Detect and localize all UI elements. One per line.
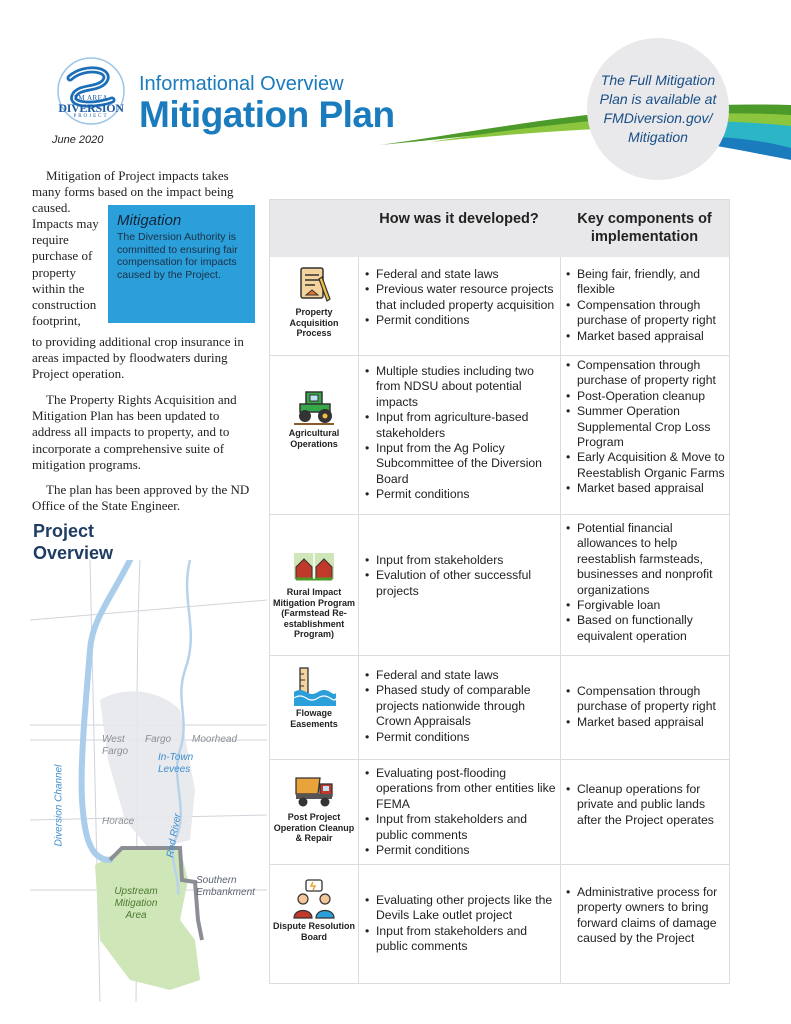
row-label: Flowage Easements	[290, 708, 338, 729]
developed-list	[363, 766, 557, 858]
list-item: • Input from agriculture-based stakeholders	[363, 410, 557, 441]
list-item: • Administrative process for property owners to bring forward claims of damage caused by the Project	[564, 885, 726, 947]
column-header-developed: How was it developed?	[379, 211, 539, 227]
mitigation-sidebox	[108, 205, 255, 323]
table-header	[270, 200, 729, 257]
overview-title-line-1: Project	[33, 521, 95, 541]
map-label-fargo: Fargo	[145, 734, 172, 745]
developed-list	[363, 364, 557, 503]
map-label-horace: Horace	[102, 816, 135, 827]
list-item: • Compensation through purchase of property right	[564, 298, 726, 329]
list-item: • Input from the Ag Policy Subcommittee of the Diversion Board	[363, 441, 557, 487]
overview-title-line-2: Overview	[33, 543, 114, 563]
row-label-cell	[270, 386, 358, 449]
map-label-west-fargo: West Fargo	[102, 734, 129, 757]
list-item: • Input from stakeholders	[363, 553, 557, 568]
list-item: • Evaluating post-flooding operations from other entities like FEMA	[363, 766, 557, 812]
logo-line-2: DIVERSION	[58, 101, 124, 115]
table-row	[270, 865, 729, 983]
logo-line-3: PROJECT	[73, 114, 109, 119]
components-list	[564, 782, 726, 828]
row-label-cell	[270, 770, 358, 844]
logo-wordmark	[58, 95, 124, 119]
list-item: • Market based appraisal	[564, 715, 726, 730]
map-label-moorhead: Moorhead	[192, 734, 238, 745]
column-header-components: Key components of implementation	[577, 211, 712, 245]
row-label: Agricultural Operations	[288, 428, 340, 449]
developed-list	[363, 668, 557, 745]
intro-paragraph-3: The plan has been approved by the ND Office of the State Engineer.	[32, 482, 250, 514]
list-item: • Phased study of comparable projects nationwide through Crown Appraisals	[363, 683, 557, 729]
people-discussion-icon	[292, 879, 336, 919]
table-row	[270, 760, 729, 864]
list-item: • Based on functionally equivalent operation	[564, 613, 726, 644]
list-item: • Early Acquisition & Move to Reestablish Organic Farms	[564, 450, 726, 481]
project-overview-map	[30, 560, 267, 1002]
map-graphic	[30, 560, 267, 1002]
intro-paragraph-1: Mitigation of Project impacts takes many forms based on the impact being caused.	[32, 168, 234, 216]
list-item: • Permit conditions	[363, 730, 557, 745]
row-label-cell	[270, 265, 358, 339]
row-label: Post Project Operation Cleanup & Repair	[273, 812, 355, 843]
row-label-cell	[270, 545, 358, 640]
full-plan-callout	[587, 38, 729, 180]
components-list	[564, 885, 726, 947]
list-item: • Evalution of other successful projects	[363, 568, 557, 599]
list-item: • Input from stakeholders and public comments	[363, 812, 557, 843]
table-row	[270, 356, 729, 514]
map-label-red-river: Red River	[164, 812, 184, 859]
list-item: • Market based appraisal	[564, 481, 726, 496]
header-subtitle: Informational Overview	[139, 73, 344, 95]
developed-list	[363, 893, 557, 955]
list-item: • Evaluating other projects like the Devils Lake outlet project	[363, 893, 557, 924]
map-label-diversion-channel: Diversion Channel	[53, 764, 65, 847]
list-item: • Being fair, friendly, and flexible	[564, 267, 726, 298]
list-item: • Permit conditions	[363, 487, 557, 502]
table-row	[270, 656, 729, 759]
components-list	[564, 521, 726, 644]
list-item: • Post-Operation cleanup	[564, 389, 726, 404]
project-overview-title	[33, 520, 113, 564]
callout-text: The Full Mitigation Plan is available at FMDiversion.gov/ Mitigation	[599, 72, 717, 145]
row-label: Property Acquisition Process	[289, 307, 339, 338]
sidebox-text: The Diversion Authority is committed to ensuring fair compensation for impacts caused by the Project.	[117, 231, 238, 281]
list-item: • Compensation through purchase of property right	[564, 358, 726, 389]
map-label-southern-embankment: Southern Embankment	[196, 875, 255, 898]
property-document-icon	[292, 265, 336, 305]
list-item: • Multiple studies including two from NDSU about potential impacts	[363, 364, 557, 410]
dump-truck-icon	[292, 770, 336, 810]
table-row	[270, 257, 729, 355]
developed-list	[363, 267, 557, 329]
list-item: • Forgivable loan	[564, 598, 726, 613]
components-list	[564, 358, 726, 497]
list-item: • Permit conditions	[363, 313, 557, 328]
sidebox-heading: Mitigation	[117, 212, 182, 229]
row-label-cell	[270, 879, 358, 942]
map-label-upstream-area: Upstream Mitigation Area	[114, 886, 158, 921]
developed-list	[363, 553, 557, 599]
list-item: • Federal and state laws	[363, 267, 557, 282]
list-item: • Compensation through purchase of property right	[564, 684, 726, 715]
intro-paragraph-1-continued: Impacts may require purchase of property within the construction footprint,	[32, 216, 99, 329]
page-title: Mitigation Plan	[139, 94, 395, 135]
farmstead-icon	[292, 545, 336, 585]
table-row	[270, 515, 729, 655]
water-gauge-icon	[292, 666, 336, 706]
list-item: • Market based appraisal	[564, 329, 726, 344]
components-list	[564, 684, 726, 730]
row-label: Dispute Resolution Board	[272, 921, 355, 942]
row-label: Rural Impact Mitigation Program (Farmstead Re-establishment Program)	[272, 587, 355, 639]
list-item: • Federal and state laws	[363, 668, 557, 683]
publication-date: June 2020	[52, 134, 104, 146]
logo-line-1: FM AREA	[73, 94, 109, 102]
list-item: • Input from stakeholders and public comments	[363, 924, 557, 955]
list-item: • Previous water resource projects that included property acquisition	[363, 282, 557, 313]
mitigation-table	[269, 199, 730, 984]
intro-paragraph-2: The Property Rights Acquisition and Mitigation Plan has been updated to address all impacts to property, and to incorporate a comprehensive suite of mitigation programs.	[32, 392, 237, 472]
intro-paragraph-1-end: to providing additional crop insurance in areas impacted by floodwaters during Project operation.	[32, 334, 244, 382]
components-list	[564, 267, 726, 344]
tractor-icon	[292, 386, 336, 426]
list-item: • Potential financial allowances to help reestablish farmsteads, businesses and nonprofit organizations	[564, 521, 726, 598]
list-item: • Cleanup operations for private and public lands after the Project operates	[564, 782, 726, 828]
row-label-cell	[270, 666, 358, 729]
map-label-in-town-levees: In-Town Levees	[158, 752, 194, 775]
list-item: • Summer Operation Supplemental Crop Loss Program	[564, 404, 726, 450]
list-item: • Permit conditions	[363, 843, 557, 858]
